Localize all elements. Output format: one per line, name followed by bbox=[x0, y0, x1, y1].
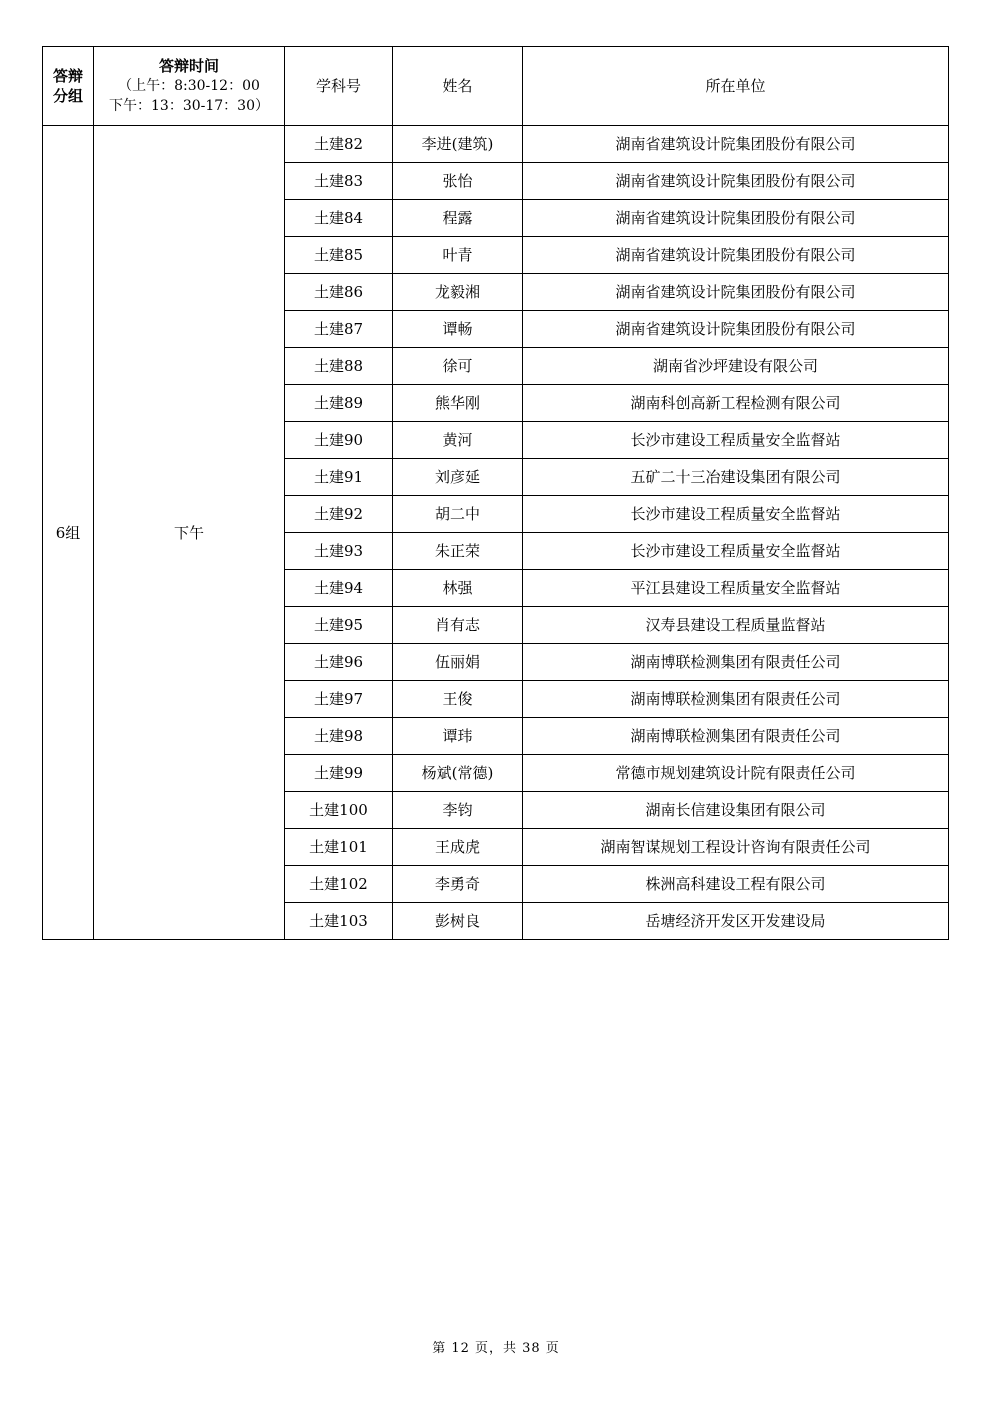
name-cell: 肖有志 bbox=[393, 607, 523, 644]
header-name: 姓名 bbox=[393, 47, 523, 126]
subject-no-cell: 土建89 bbox=[285, 385, 393, 422]
unit-cell: 湖南智谋规划工程设计咨询有限责任公司 bbox=[523, 829, 949, 866]
unit-cell: 湖南省建筑设计院集团股份有限公司 bbox=[523, 274, 949, 311]
subject-no-cell: 土建95 bbox=[285, 607, 393, 644]
subject-no-cell: 土建88 bbox=[285, 348, 393, 385]
subject-no-cell: 土建97 bbox=[285, 681, 393, 718]
header-unit: 所在单位 bbox=[523, 47, 949, 126]
unit-cell: 岳塘经济开发区开发建设局 bbox=[523, 903, 949, 940]
unit-cell: 汉寿县建设工程质量监督站 bbox=[523, 607, 949, 644]
name-cell: 李勇奇 bbox=[393, 866, 523, 903]
table-row bbox=[43, 126, 949, 163]
unit-cell: 湖南省建筑设计院集团股份有限公司 bbox=[523, 200, 949, 237]
unit-cell: 长沙市建设工程质量安全监督站 bbox=[523, 533, 949, 570]
name-cell: 李进(建筑) bbox=[393, 126, 523, 163]
subject-no-cell: 土建100 bbox=[285, 792, 393, 829]
defense-schedule-table bbox=[42, 46, 949, 940]
header-group bbox=[43, 47, 94, 126]
subject-no-cell: 土建98 bbox=[285, 718, 393, 755]
name-cell: 张怡 bbox=[393, 163, 523, 200]
name-cell: 谭玮 bbox=[393, 718, 523, 755]
subject-no-cell: 土建90 bbox=[285, 422, 393, 459]
unit-cell: 长沙市建设工程质量安全监督站 bbox=[523, 496, 949, 533]
name-cell: 李钧 bbox=[393, 792, 523, 829]
header-time-afternoon: 下午：13：30-17：30） bbox=[109, 98, 269, 114]
subject-no-cell: 土建84 bbox=[285, 200, 393, 237]
name-cell: 胡二中 bbox=[393, 496, 523, 533]
unit-cell: 五矿二十三冶建设集团有限公司 bbox=[523, 459, 949, 496]
header-time-morning: （上午：8:30-12：00 bbox=[118, 78, 260, 94]
name-cell: 伍丽娟 bbox=[393, 644, 523, 681]
header-subject-no: 学科号 bbox=[285, 47, 393, 126]
unit-cell: 株洲高科建设工程有限公司 bbox=[523, 866, 949, 903]
name-cell: 叶青 bbox=[393, 237, 523, 274]
name-cell: 黄河 bbox=[393, 422, 523, 459]
unit-cell: 长沙市建设工程质量安全监督站 bbox=[523, 422, 949, 459]
name-cell: 林强 bbox=[393, 570, 523, 607]
unit-cell: 湖南科创高新工程检测有限公司 bbox=[523, 385, 949, 422]
unit-cell: 湖南省建筑设计院集团股份有限公司 bbox=[523, 311, 949, 348]
table-body bbox=[43, 126, 949, 940]
subject-no-cell: 土建92 bbox=[285, 496, 393, 533]
name-cell: 朱正荣 bbox=[393, 533, 523, 570]
page-footer: 第 12 页，共 38 页 bbox=[432, 1341, 560, 1356]
subject-no-cell: 土建87 bbox=[285, 311, 393, 348]
unit-cell: 湖南省建筑设计院集团股份有限公司 bbox=[523, 237, 949, 274]
name-cell: 王俊 bbox=[393, 681, 523, 718]
name-cell: 王成虎 bbox=[393, 829, 523, 866]
subject-no-cell: 土建93 bbox=[285, 533, 393, 570]
subject-no-cell: 土建85 bbox=[285, 237, 393, 274]
subject-no-cell: 土建86 bbox=[285, 274, 393, 311]
unit-cell: 湖南省建筑设计院集团股份有限公司 bbox=[523, 126, 949, 163]
time-cell: 下午 bbox=[94, 126, 285, 940]
subject-no-cell: 土建96 bbox=[285, 644, 393, 681]
group-cell: 6组 bbox=[43, 126, 94, 940]
subject-no-cell: 土建102 bbox=[285, 866, 393, 903]
name-cell: 熊华刚 bbox=[393, 385, 523, 422]
name-cell: 谭畅 bbox=[393, 311, 523, 348]
header-time-title: 答辩时间 bbox=[158, 57, 219, 75]
unit-cell: 湖南博联检测集团有限责任公司 bbox=[523, 718, 949, 755]
subject-no-cell: 土建103 bbox=[285, 903, 393, 940]
unit-cell: 湖南博联检测集团有限责任公司 bbox=[523, 644, 949, 681]
unit-cell: 湖南省建筑设计院集团股份有限公司 bbox=[523, 163, 949, 200]
subject-no-cell: 土建101 bbox=[285, 829, 393, 866]
name-cell: 杨斌(常德) bbox=[393, 755, 523, 792]
name-cell: 刘彦延 bbox=[393, 459, 523, 496]
header-time bbox=[94, 47, 285, 126]
unit-cell: 湖南省沙坪建设有限公司 bbox=[523, 348, 949, 385]
unit-cell: 湖南长信建设集团有限公司 bbox=[523, 792, 949, 829]
unit-cell: 平江县建设工程质量安全监督站 bbox=[523, 570, 949, 607]
subject-no-cell: 土建91 bbox=[285, 459, 393, 496]
unit-cell: 湖南博联检测集团有限责任公司 bbox=[523, 681, 949, 718]
name-cell: 龙毅湘 bbox=[393, 274, 523, 311]
name-cell: 徐可 bbox=[393, 348, 523, 385]
unit-cell: 常德市规划建筑设计院有限责任公司 bbox=[523, 755, 949, 792]
subject-no-cell: 土建94 bbox=[285, 570, 393, 607]
header-group-label: 答辩 分组 bbox=[52, 67, 83, 105]
name-cell: 彭树良 bbox=[393, 903, 523, 940]
subject-no-cell: 土建99 bbox=[285, 755, 393, 792]
subject-no-cell: 土建83 bbox=[285, 163, 393, 200]
name-cell: 程露 bbox=[393, 200, 523, 237]
table-header-row bbox=[43, 47, 949, 126]
subject-no-cell: 土建82 bbox=[285, 126, 393, 163]
